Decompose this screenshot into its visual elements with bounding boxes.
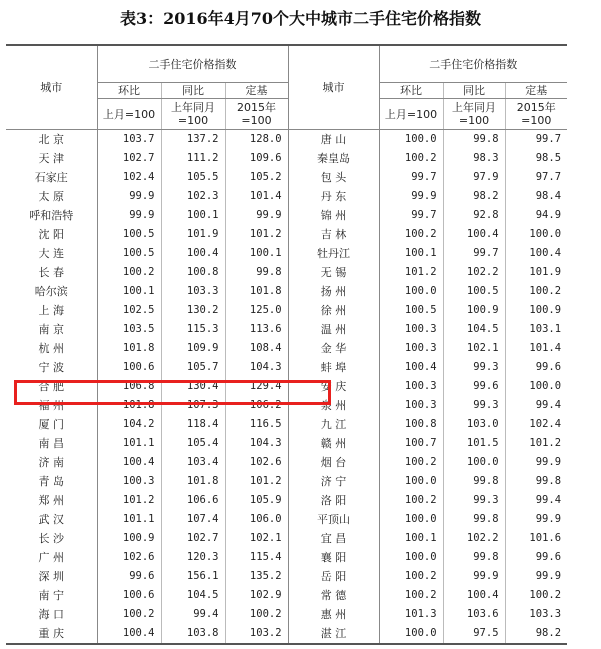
city-name-right: 宜 昌 [288, 529, 379, 548]
fixed-value-right: 100.0 [505, 225, 567, 244]
fixed-value-left: 104.3 [225, 358, 288, 377]
city-name-left: 杭 州 [38, 342, 64, 355]
header-yoy-left: 同比 [161, 83, 225, 99]
yoy-value-left: 106.6 [161, 491, 225, 510]
mom-value-left: 99.9 [97, 187, 161, 206]
fixed-value-left: 101.2 [225, 225, 288, 244]
mom-value-right: 100.3 [379, 396, 443, 415]
header-yoy-base-left: 上年同月=100 [161, 99, 225, 130]
mom-value-right: 100.0 [379, 282, 443, 301]
yoy-value-left: 109.9 [161, 339, 225, 358]
city-name-left: 广 州 [38, 551, 64, 564]
city-name-right: 丹 东 [288, 187, 379, 206]
yoy-value-right: 100.0 [443, 453, 505, 472]
yoy-value-left: 105.5 [161, 168, 225, 187]
yoy-value-left: 101.9 [161, 225, 225, 244]
city-name-right: 金 华 [288, 339, 379, 358]
mom-value-right: 100.1 [379, 244, 443, 263]
header-mom-base-right: 上月=100 [379, 99, 443, 130]
yoy-value-right: 99.3 [443, 358, 505, 377]
header-mom-left: 环比 [97, 83, 161, 99]
table-row [6, 548, 567, 567]
mom-value-left: 102.5 [97, 301, 161, 320]
yoy-value-right: 99.3 [443, 491, 505, 510]
city-name-left: 武 汉 [38, 513, 64, 526]
city-name-right: 济 宁 [288, 472, 379, 491]
city-name-left: 合 肥 [38, 380, 64, 393]
fixed-value-left: 115.4 [225, 548, 288, 567]
yoy-value-right: 99.8 [443, 510, 505, 529]
mom-value-right: 100.3 [379, 377, 443, 396]
table-row [6, 225, 567, 244]
table-row [6, 415, 567, 434]
city-name-left: 上 海 [38, 304, 64, 317]
fixed-value-right: 100.0 [505, 377, 567, 396]
mom-value-left: 103.7 [97, 130, 161, 150]
mom-value-right: 100.7 [379, 434, 443, 453]
mom-value-left: 100.1 [97, 282, 161, 301]
fixed-value-right: 98.5 [505, 149, 567, 168]
mom-value-left: 100.3 [97, 472, 161, 491]
fixed-value-right: 102.4 [505, 415, 567, 434]
city-name-left: 重 庆 [6, 624, 97, 644]
city-name-right: 包 头 [288, 168, 379, 187]
fixed-value-left: 105.9 [225, 491, 288, 510]
city-name-left: 哈尔滨 [34, 285, 68, 298]
yoy-value-left: 105.4 [161, 434, 225, 453]
table-row [6, 491, 567, 510]
fixed-value-right: 99.6 [505, 358, 567, 377]
mom-value-left: 100.2 [97, 605, 161, 624]
fixed-value-left: 106.2 [225, 396, 288, 415]
city-name-right: 蚌 埠 [288, 358, 379, 377]
city-name-right: 牡丹江 [288, 244, 379, 263]
table-row [6, 586, 567, 605]
yoy-value-left: 102.3 [161, 187, 225, 206]
header-mom-right: 环比 [379, 83, 443, 99]
fixed-value-right: 101.4 [505, 339, 567, 358]
header-yoy-right: 同比 [443, 83, 505, 99]
table-row [6, 320, 567, 339]
city-name-right: 赣 州 [288, 434, 379, 453]
yoy-value-right: 102.2 [443, 263, 505, 282]
yoy-value-left: 105.7 [161, 358, 225, 377]
yoy-value-right: 102.1 [443, 339, 505, 358]
mom-value-left: 100.2 [97, 263, 161, 282]
table-row [6, 434, 567, 453]
fixed-value-left: 99.9 [225, 206, 288, 225]
yoy-value-right: 97.5 [443, 624, 505, 644]
table-row [6, 282, 567, 301]
city-name-right: 扬 州 [288, 282, 379, 301]
header-fixed-right: 定基 [505, 83, 567, 99]
yoy-value-left: 130.4 [161, 377, 225, 396]
mom-value-right: 100.2 [379, 149, 443, 168]
table-row [6, 187, 567, 206]
mom-value-left: 99.6 [97, 567, 161, 586]
fixed-value-right: 103.1 [505, 320, 567, 339]
yoy-value-right: 99.9 [443, 567, 505, 586]
mom-value-left: 104.2 [97, 415, 161, 434]
fixed-value-right: 101.2 [505, 434, 567, 453]
yoy-value-right: 100.5 [443, 282, 505, 301]
table-row [6, 377, 567, 396]
yoy-value-right: 99.8 [443, 548, 505, 567]
header-mom-base-left: 上月=100 [97, 99, 161, 130]
city-name-left: 长 春 [38, 266, 64, 279]
table-row [6, 130, 567, 150]
mom-value-right: 101.2 [379, 263, 443, 282]
city-name-right: 洛 阳 [288, 491, 379, 510]
mom-value-left: 99.9 [97, 206, 161, 225]
city-name-left: 南 昌 [38, 437, 64, 450]
fixed-value-left: 101.8 [225, 282, 288, 301]
fixed-value-right: 99.8 [505, 472, 567, 491]
city-name-right: 温 州 [288, 320, 379, 339]
yoy-value-right: 99.8 [443, 130, 505, 150]
city-name-left: 南 京 [38, 323, 64, 336]
fixed-value-left: 101.2 [225, 472, 288, 491]
yoy-value-left: 120.3 [161, 548, 225, 567]
fixed-value-left: 129.4 [225, 377, 288, 396]
fixed-value-left: 100.1 [225, 244, 288, 263]
city-name-right: 岳 阳 [288, 567, 379, 586]
yoy-value-right: 100.4 [443, 586, 505, 605]
fixed-value-left: 125.0 [225, 301, 288, 320]
mom-value-left: 101.8 [97, 339, 161, 358]
fixed-value-right: 99.9 [505, 567, 567, 586]
fixed-value-left: 99.8 [225, 263, 288, 282]
header-price-index-left: 二手住宅价格指数 [97, 45, 288, 83]
mom-value-right: 100.3 [379, 339, 443, 358]
city-name-left: 长 沙 [38, 532, 64, 545]
fixed-value-left: 106.0 [225, 510, 288, 529]
table-row [6, 605, 567, 624]
fixed-value-right: 98.4 [505, 187, 567, 206]
mom-value-right: 99.7 [379, 206, 443, 225]
mom-value-right: 101.3 [379, 605, 443, 624]
table-row [6, 301, 567, 320]
fixed-value-left: 103.2 [225, 624, 288, 644]
mom-value-right: 99.9 [379, 187, 443, 206]
page-title: 表3：2016年4月70个大中城市二手住宅价格指数 [119, 9, 482, 28]
yoy-value-right: 100.4 [443, 225, 505, 244]
yoy-value-right: 98.2 [443, 187, 505, 206]
table-row [6, 149, 567, 168]
mom-value-right: 100.0 [379, 510, 443, 529]
fixed-value-right: 101.9 [505, 263, 567, 282]
yoy-value-right: 99.8 [443, 472, 505, 491]
yoy-value-left: 100.4 [161, 244, 225, 263]
yoy-value-right: 99.3 [443, 396, 505, 415]
yoy-value-left: 103.3 [161, 282, 225, 301]
mom-value-right: 100.2 [379, 225, 443, 244]
mom-value-right: 100.2 [379, 453, 443, 472]
mom-value-left: 100.5 [97, 244, 161, 263]
header-fixed-base-left: 2015年=100 [225, 99, 288, 130]
table-row [6, 453, 567, 472]
yoy-value-left: 99.4 [161, 605, 225, 624]
city-name-right: 湛 江 [288, 624, 379, 644]
fixed-value-left: 102.9 [225, 586, 288, 605]
city-name-right: 安 庆 [288, 377, 379, 396]
table-row [6, 358, 567, 377]
yoy-value-right: 99.7 [443, 244, 505, 263]
mom-value-left: 106.8 [97, 377, 161, 396]
city-name-left: 大 连 [38, 247, 64, 260]
yoy-value-right: 104.5 [443, 320, 505, 339]
city-name-right: 平顶山 [288, 510, 379, 529]
yoy-value-right: 97.9 [443, 168, 505, 187]
city-name-left: 宁 波 [38, 361, 64, 374]
table-row [6, 339, 567, 358]
yoy-value-left: 102.7 [161, 529, 225, 548]
yoy-value-right: 103.0 [443, 415, 505, 434]
table-row [6, 396, 567, 415]
fixed-value-left: 102.1 [225, 529, 288, 548]
fixed-value-right: 100.2 [505, 586, 567, 605]
fixed-value-right: 99.7 [505, 130, 567, 150]
mom-value-left: 100.9 [97, 529, 161, 548]
yoy-value-right: 103.6 [443, 605, 505, 624]
city-name-left: 呼和浩特 [29, 209, 74, 222]
yoy-value-left: 111.2 [161, 149, 225, 168]
table-row [6, 567, 567, 586]
mom-value-right: 100.0 [379, 472, 443, 491]
mom-value-left: 102.6 [97, 548, 161, 567]
header-price-index-right: 二手住宅价格指数 [379, 45, 567, 83]
city-name-left: 石家庄 [34, 171, 68, 184]
city-name-left: 福 州 [38, 399, 64, 412]
yoy-value-left: 103.8 [161, 624, 225, 644]
mom-value-right: 100.0 [379, 624, 443, 644]
yoy-value-left: 130.2 [161, 301, 225, 320]
city-name-right: 无 锡 [288, 263, 379, 282]
city-name-right: 锦 州 [288, 206, 379, 225]
city-name-left: 郑 州 [38, 494, 64, 507]
mom-value-left: 101.1 [97, 434, 161, 453]
fixed-value-right: 94.9 [505, 206, 567, 225]
city-name-left: 厦 门 [38, 418, 64, 431]
fixed-value-left: 102.6 [225, 453, 288, 472]
table-row [6, 244, 567, 263]
city-name-left: 沈 阳 [38, 228, 64, 241]
fixed-value-left: 108.4 [225, 339, 288, 358]
yoy-value-left: 100.1 [161, 206, 225, 225]
mom-value-left: 103.5 [97, 320, 161, 339]
yoy-value-left: 137.2 [161, 130, 225, 150]
city-name-right: 惠 州 [288, 605, 379, 624]
mom-value-right: 100.5 [379, 301, 443, 320]
city-name-left: 青 岛 [38, 475, 64, 488]
fixed-value-right: 99.6 [505, 548, 567, 567]
table-row [6, 263, 567, 282]
mom-value-left: 101.2 [97, 491, 161, 510]
header-fixed-left: 定基 [225, 83, 288, 99]
fixed-value-right: 99.4 [505, 396, 567, 415]
fixed-value-left: 101.4 [225, 187, 288, 206]
city-name-left: 太 原 [38, 190, 64, 203]
mom-value-right: 100.4 [379, 358, 443, 377]
yoy-value-left: 156.1 [161, 567, 225, 586]
mom-value-left: 100.4 [97, 624, 161, 644]
fixed-value-left: 128.0 [225, 130, 288, 150]
yoy-value-right: 99.6 [443, 377, 505, 396]
fixed-value-right: 99.4 [505, 491, 567, 510]
city-name-right: 徐 州 [288, 301, 379, 320]
fixed-value-right: 99.9 [505, 510, 567, 529]
fixed-value-left: 104.3 [225, 434, 288, 453]
header-yoy-base-right: 上年同月=100 [443, 99, 505, 130]
city-name-right: 秦皇岛 [288, 149, 379, 168]
fixed-value-right: 100.9 [505, 301, 567, 320]
city-name-right: 唐 山 [288, 130, 379, 150]
city-name-right: 九 江 [288, 415, 379, 434]
fixed-value-right: 97.7 [505, 168, 567, 187]
fixed-value-right: 103.3 [505, 605, 567, 624]
table-row [6, 206, 567, 225]
mom-value-left: 101.8 [97, 396, 161, 415]
fixed-value-left: 100.2 [225, 605, 288, 624]
mom-value-right: 100.0 [379, 548, 443, 567]
yoy-value-left: 118.4 [161, 415, 225, 434]
city-name-left: 济 南 [38, 456, 64, 469]
fixed-value-left: 105.2 [225, 168, 288, 187]
yoy-value-right: 98.3 [443, 149, 505, 168]
city-name-left: 海 口 [38, 608, 64, 621]
mom-value-right: 100.2 [379, 491, 443, 510]
yoy-value-left: 103.4 [161, 453, 225, 472]
yoy-value-right: 100.9 [443, 301, 505, 320]
city-name-left: 北 京 [38, 133, 64, 146]
city-name-left: 天 津 [38, 152, 64, 165]
city-name-left: 深 圳 [38, 570, 64, 583]
city-name-right: 泉 州 [288, 396, 379, 415]
mom-value-right: 100.1 [379, 529, 443, 548]
yoy-value-left: 104.5 [161, 586, 225, 605]
yoy-value-right: 102.2 [443, 529, 505, 548]
yoy-value-left: 107.4 [161, 510, 225, 529]
table-row [6, 510, 567, 529]
yoy-value-left: 107.3 [161, 396, 225, 415]
mom-value-right: 100.2 [379, 586, 443, 605]
mom-value-right: 100.8 [379, 415, 443, 434]
yoy-value-left: 115.3 [161, 320, 225, 339]
yoy-value-right: 101.5 [443, 434, 505, 453]
city-name-right: 吉 林 [288, 225, 379, 244]
table-row [6, 472, 567, 491]
table-row [6, 624, 567, 644]
yoy-value-left: 100.8 [161, 263, 225, 282]
price-index-table [6, 44, 567, 645]
fixed-value-right: 100.4 [505, 244, 567, 263]
city-name-right: 烟 台 [288, 453, 379, 472]
fixed-value-left: 116.5 [225, 415, 288, 434]
mom-value-right: 100.0 [379, 130, 443, 150]
mom-value-left: 102.7 [97, 149, 161, 168]
mom-value-right: 100.2 [379, 567, 443, 586]
yoy-value-left: 101.8 [161, 472, 225, 491]
fixed-value-right: 98.2 [505, 624, 567, 644]
mom-value-left: 100.6 [97, 358, 161, 377]
mom-value-right: 100.3 [379, 320, 443, 339]
header-fixed-base-right: 2015年=100 [505, 99, 567, 130]
yoy-value-right: 92.8 [443, 206, 505, 225]
mom-value-right: 99.7 [379, 168, 443, 187]
mom-value-left: 100.4 [97, 453, 161, 472]
table-row [6, 168, 567, 187]
mom-value-left: 101.1 [97, 510, 161, 529]
city-name-left: 南 宁 [38, 589, 64, 602]
mom-value-left: 100.5 [97, 225, 161, 244]
fixed-value-left: 113.6 [225, 320, 288, 339]
fixed-value-left: 135.2 [225, 567, 288, 586]
table-row [6, 529, 567, 548]
city-name-right: 襄 阳 [288, 548, 379, 567]
fixed-value-right: 99.9 [505, 453, 567, 472]
fixed-value-left: 109.6 [225, 149, 288, 168]
header-city-left: 城市 [6, 45, 97, 130]
mom-value-left: 100.6 [97, 586, 161, 605]
city-name-right: 常 德 [288, 586, 379, 605]
header-city-right: 城市 [288, 45, 379, 130]
fixed-value-right: 101.6 [505, 529, 567, 548]
fixed-value-right: 100.2 [505, 282, 567, 301]
mom-value-left: 102.4 [97, 168, 161, 187]
